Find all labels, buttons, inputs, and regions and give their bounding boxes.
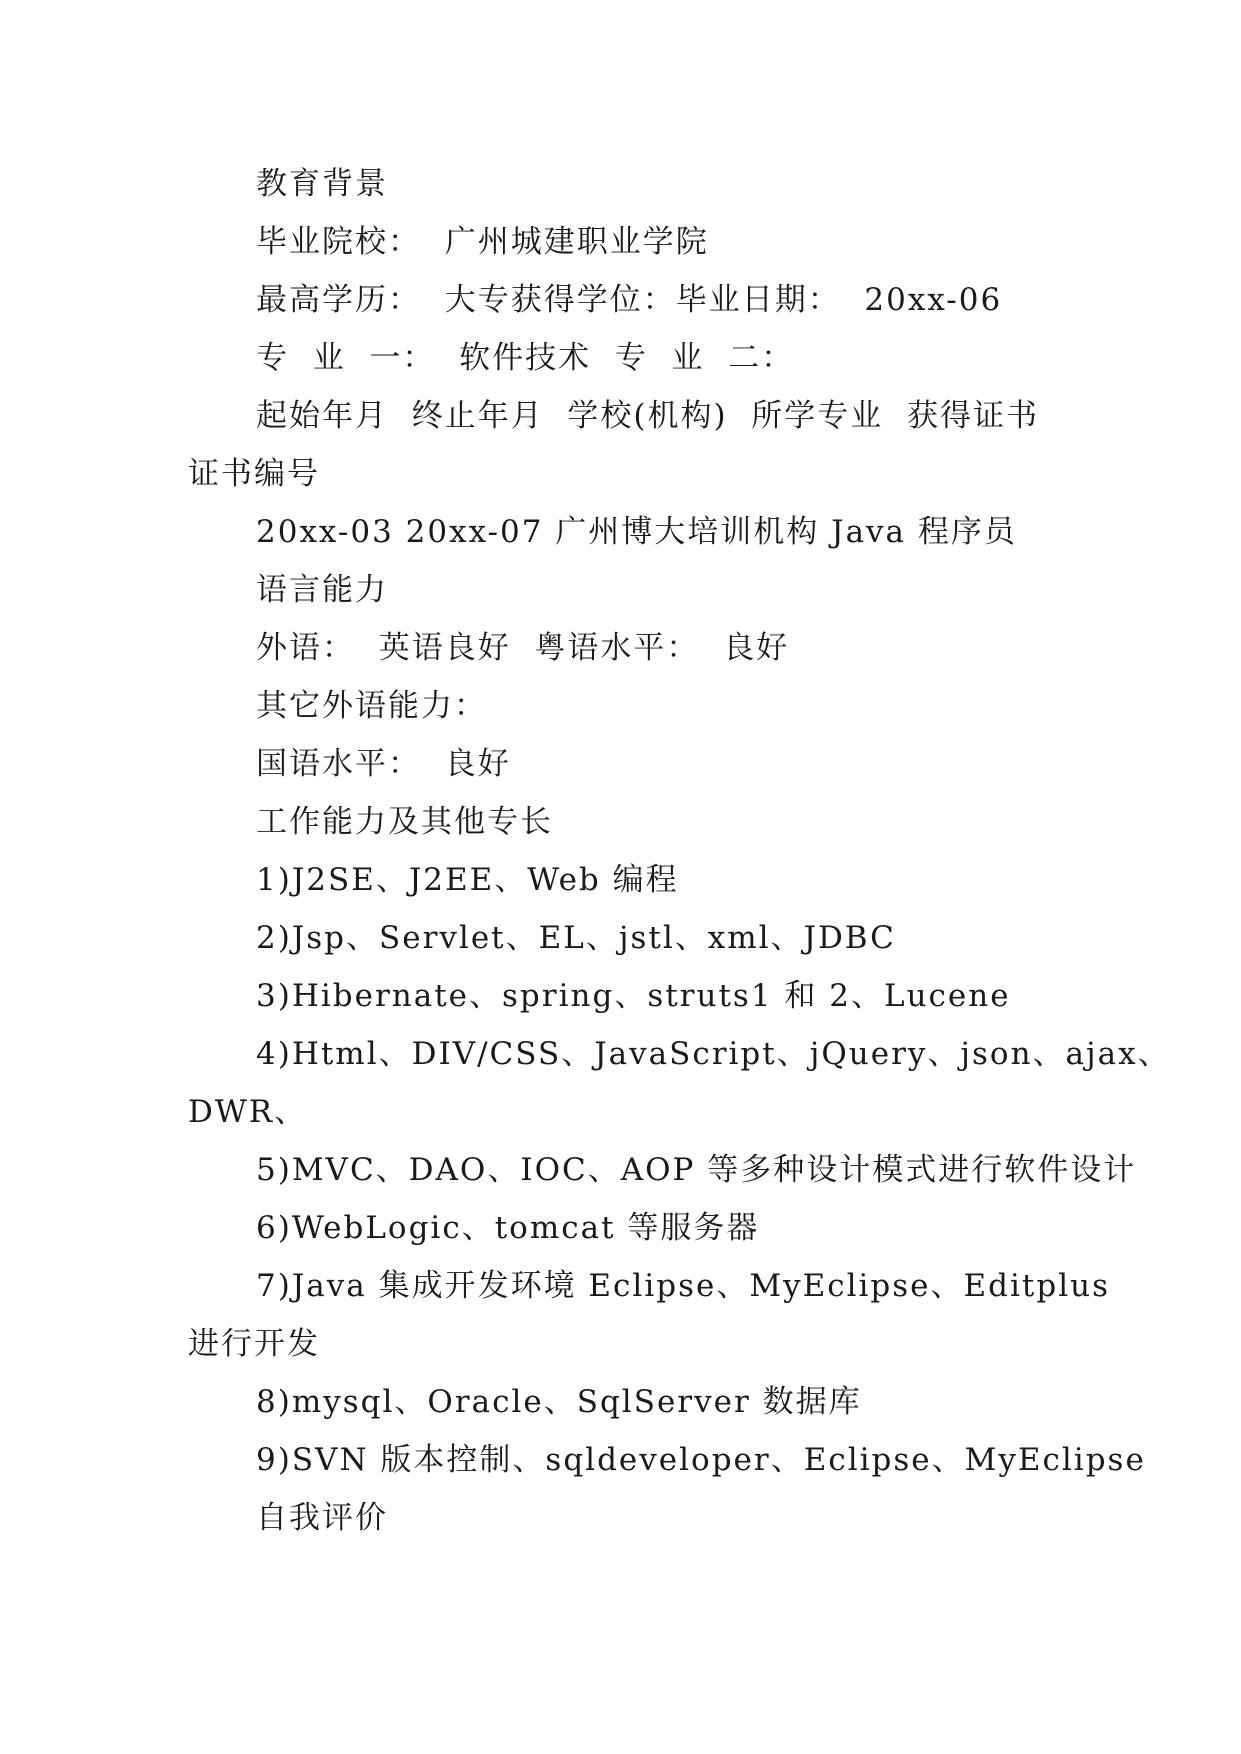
text-foreign-language: 外语： 英语良好 粤语水平： 良好 (256, 630, 790, 666)
skill-item-2: 2)Jsp、Servlet、EL、jstl、xml、JDBC (256, 920, 896, 956)
text-training-headers-cont: 证书编号 (188, 456, 320, 492)
text-other-language: 其它外语能力： (256, 688, 487, 724)
text-highest-degree: 最高学历： 大专获得学位：毕业日期： 20xx-06 (256, 282, 1003, 318)
skill-item-8: 8)mysql、Oracle、SqlServer 数据库 (256, 1384, 862, 1420)
skill-item-3: 3)Hibernate、spring、struts1 和 2、Lucene (256, 978, 1011, 1014)
text-training-headers: 起始年月 终止年月 学校(机构) 所学专业 获得证书 (256, 398, 1040, 434)
text-mandarin: 国语水平： 良好 (256, 746, 511, 782)
text-graduate-school: 毕业院校： 广州城建职业学院 (256, 224, 709, 260)
skill-item-9: 9)SVN 版本控制、sqldeveloper、Eclipse、MyEclipse (256, 1442, 1146, 1478)
skill-item-6: 6)WebLogic、tomcat 等服务器 (256, 1210, 760, 1246)
skill-item-5: 5)MVC、DAO、IOC、AOP 等多种设计模式进行软件设计 (256, 1152, 1137, 1188)
text-training-record: 20xx-03 20xx-07 广州博大培训机构 Java 程序员 (256, 514, 1017, 550)
skill-item-7: 7)Java 集成开发环境 Eclipse、MyEclipse、Editplus (256, 1268, 1111, 1304)
heading-education: 教育背景 (256, 166, 388, 202)
text-major: 专 业 一： 软件技术 专 业 二： (256, 340, 795, 376)
heading-skills: 工作能力及其他专长 (256, 804, 553, 840)
skill-item-4: 4)Html、DIV/CSS、JavaScript、jQuery、json、ajax、 (256, 1036, 1171, 1072)
skill-item-4-cont: DWR、 (188, 1094, 308, 1130)
heading-self-evaluation: 自我评价 (256, 1500, 388, 1536)
skill-item-7-cont: 进行开发 (188, 1326, 320, 1362)
heading-language: 语言能力 (256, 572, 388, 608)
skill-item-1: 1)J2SE、J2EE、Web 编程 (256, 862, 679, 898)
